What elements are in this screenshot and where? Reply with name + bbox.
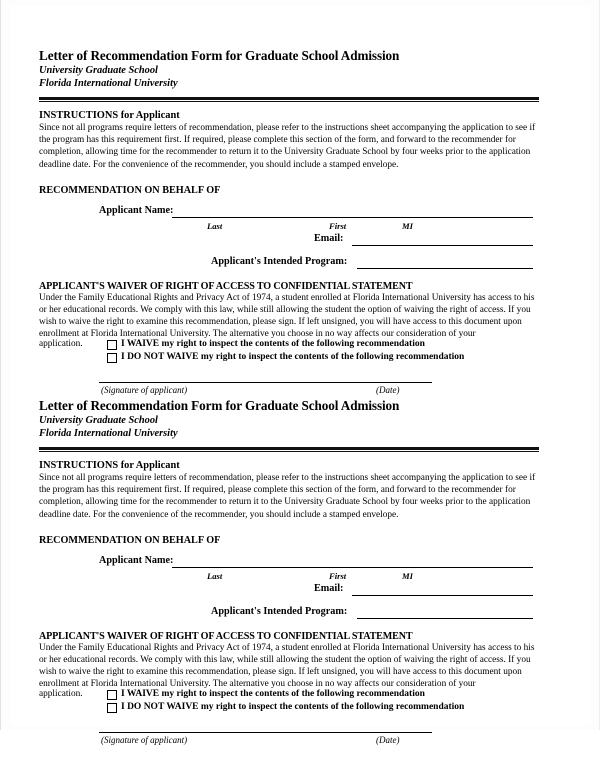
instructions-heading-2: INSTRUCTIONS for Applicant xyxy=(39,460,180,472)
caption-mi: MI xyxy=(402,220,413,231)
checkbox-do-not-waive-2[interactable] xyxy=(107,703,117,713)
header-divider-2 xyxy=(39,447,539,452)
checkbox-do-not-waive-label: I DO NOT WAIVE my right to inspect the contents of the following recommendation xyxy=(121,352,465,363)
waiver-body-tail: application. xyxy=(39,339,83,350)
instructions-body-2: Since not all programs require letters of recommendation, please refer to the instructions sheet accompanying the application to see if the program has this requirement first. If required, please complete this section of the form, and forward to the recommender for completion, allowing time for the recommender to return it to the University Graduate School by four weeks prior to the application deadline date. For the convenience of the recommender, you should include a stamped envelope. xyxy=(39,473,536,520)
checkbox-waive-label-2: I WAIVE my right to inspect the contents of the following recommendation xyxy=(121,689,425,700)
waiver-option-waive-row-2 xyxy=(39,689,539,702)
waiver-body-2: Under the Family Educational Rights and Privacy Act of 1974, a student enrolled at Florida International University has access to his or her educational records. We comply with this law, while still allowing the student the option of waiving the right of access. If you wish to waive the right to examine this recommendation, please sign. If left unsigned, you will have access to this document upon enrollment at Florida International University. The alternative you choose in no way affects our consideration of your xyxy=(39,642,535,689)
signature-caption: (Signature of applicant) xyxy=(101,385,188,396)
email-row-2 xyxy=(39,583,539,597)
applicant-name-input[interactable] xyxy=(172,217,533,218)
checkbox-do-not-waive-label-2: I DO NOT WAIVE my right to inspect the contents of the following recommendation xyxy=(121,702,465,713)
name-part-captions xyxy=(39,221,539,233)
name-part-captions-2 xyxy=(39,571,539,583)
waiver-option-waive-row xyxy=(39,339,539,352)
program-label: Applicant's Intended Program: xyxy=(211,255,348,267)
applicant-name-input-2[interactable] xyxy=(172,567,533,568)
organization-line-2-2: Florida International University xyxy=(39,428,178,440)
date-caption: (Date) xyxy=(376,385,400,396)
organization-line-1: University Graduate School xyxy=(39,65,158,77)
caption-first: First xyxy=(329,220,347,231)
form-copy-1 xyxy=(39,48,539,408)
behalf-heading: RECOMMENDATION ON BEHALF OF xyxy=(39,184,221,196)
organization-line-2: Florida International University xyxy=(39,78,178,90)
program-input[interactable] xyxy=(357,268,533,269)
waiver-option-do-not-waive-row xyxy=(39,352,539,365)
caption-last-2: Last xyxy=(207,570,223,581)
caption-first-2: First xyxy=(329,570,347,581)
email-row xyxy=(39,233,539,247)
instructions-heading: INSTRUCTIONS for Applicant xyxy=(39,110,180,122)
behalf-heading-2: RECOMMENDATION ON BEHALF OF xyxy=(39,534,221,546)
applicant-name-row-2 xyxy=(39,555,539,570)
applicant-name-label: Applicant Name: xyxy=(99,204,174,216)
waiver-heading-2: APPLICANT'S WAIVER OF RIGHT OF ACCESS TO CONFIDENTIAL STATEMENT xyxy=(39,630,413,642)
signature-block-2 xyxy=(39,732,539,758)
page-content-area xyxy=(11,6,591,746)
caption-mi-2: MI xyxy=(402,570,413,581)
signature-input-2[interactable] xyxy=(99,732,432,733)
program-input-2[interactable] xyxy=(357,618,533,619)
program-label-2: Applicant's Intended Program: xyxy=(211,605,348,617)
applicant-fields-2 xyxy=(39,546,539,622)
checkbox-do-not-waive[interactable] xyxy=(107,353,117,363)
waiver-options xyxy=(39,339,539,365)
waiver-body-tail-2: application. xyxy=(39,689,83,700)
email-label: Email: xyxy=(314,232,344,244)
organization-line-1-2: University Graduate School xyxy=(39,415,158,427)
program-row-2 xyxy=(39,606,539,622)
checkbox-waive-label: I WAIVE my right to inspect the contents of the following recommendation xyxy=(121,339,425,350)
program-row xyxy=(39,256,539,272)
email-input-2[interactable] xyxy=(352,595,533,596)
instructions-body: Since not all programs require letters of recommendation, please refer to the instructions sheet accompanying the application to see if the program has this requirement first. If required, please complete this section of the form, and forward to the recommender for completion, allowing time for the recommender to return it to the University Graduate School by four weeks prior to the application deadline date. For the convenience of the recommender, you should include a stamped envelope. xyxy=(39,123,536,170)
email-label-2: Email: xyxy=(314,582,344,594)
waiver-options-2 xyxy=(39,689,539,715)
waiver-heading: APPLICANT'S WAIVER OF RIGHT OF ACCESS TO CONFIDENTIAL STATEMENT xyxy=(39,280,413,292)
page-title-2: Letter of Recommendation Form for Graduate School Admission xyxy=(39,398,400,413)
page-title: Letter of Recommendation Form for Graduate School Admission xyxy=(39,48,400,63)
applicant-name-label-2: Applicant Name: xyxy=(99,554,174,566)
signature-caption-2: (Signature of applicant) xyxy=(101,735,188,746)
waiver-option-do-not-waive-row-2 xyxy=(39,702,539,715)
form-copy-2 xyxy=(39,398,539,758)
waiver-body: Under the Family Educational Rights and Privacy Act of 1974, a student enrolled at Florida International University has access to his or her educational records. We comply with this law, while still allowing the student the option of waiving the right of access. If you wish to waive the right to examine this recommendation, please sign. If left unsigned, you will have access to this document upon enrollment at Florida International University. The alternative you choose in no way affects our consideration of your xyxy=(39,292,535,339)
applicant-fields xyxy=(39,196,539,272)
caption-last: Last xyxy=(207,220,223,231)
signature-input[interactable] xyxy=(99,382,432,383)
email-input[interactable] xyxy=(352,245,533,246)
applicant-name-row xyxy=(39,205,539,220)
checkbox-waive[interactable] xyxy=(107,340,117,350)
header-divider xyxy=(39,97,539,102)
checkbox-waive-2[interactable] xyxy=(107,690,117,700)
date-caption-2: (Date) xyxy=(376,735,400,746)
